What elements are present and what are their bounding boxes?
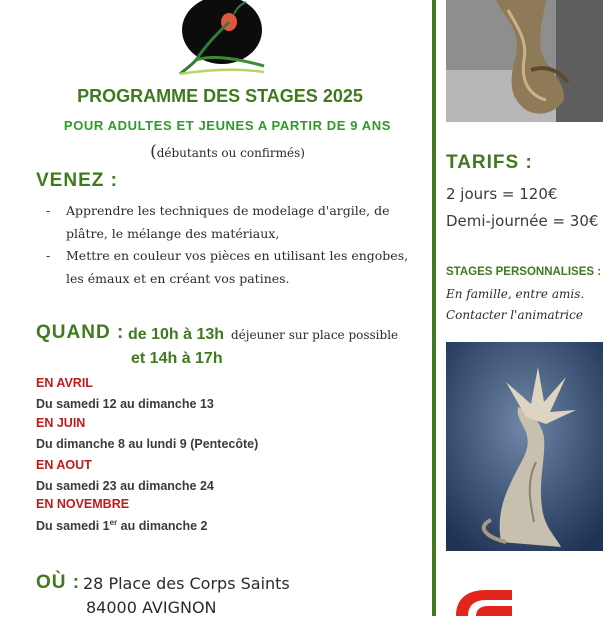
level-note xyxy=(0,142,455,162)
afternoon-time: et 14h à 17h xyxy=(131,350,223,367)
level-open-paren: ( xyxy=(150,142,157,162)
address-line-2: 84000 AVIGNON xyxy=(86,598,217,617)
workshop-logo xyxy=(176,0,268,78)
session-month: EN JUIN xyxy=(36,416,86,430)
stages-perso-line-2: Contacter l'animatrice xyxy=(446,308,583,322)
list-item-text: Apprendre les techniques de modelage d'argile, de plâtre, le mélange des matériaux, xyxy=(66,203,390,241)
session-month: EN AVRIL xyxy=(36,376,93,390)
quand-heading: QUAND : xyxy=(36,322,125,343)
sculpture-photo-bottom xyxy=(446,342,603,551)
session-month: EN NOVEMBRE xyxy=(36,497,130,511)
session-dates: Du dimanche 8 au lundi 9 (Pentecôte) xyxy=(36,437,259,451)
bullet-dash: - xyxy=(46,203,51,218)
session-dates: Du samedi 12 au dimanche 13 xyxy=(36,397,214,411)
tarifs-heading: TARIFS : xyxy=(446,152,533,173)
brand-logo xyxy=(452,586,522,616)
session-dates: Du samedi 23 au dimanche 24 xyxy=(36,479,214,493)
session-month: EN AOUT xyxy=(36,458,92,472)
price-half-day: Demi-journée = 30€ xyxy=(446,212,599,230)
address-line-1: 28 Place des Corps Saints xyxy=(83,574,290,593)
column-divider xyxy=(432,0,436,616)
audience-subtitle: POUR ADULTES ET JEUNES A PARTIR DE 9 ANS xyxy=(63,118,392,133)
list-item xyxy=(46,245,416,290)
bullet-dash: - xyxy=(46,248,51,263)
list-item-text: Mettre en couleur vos pièces en utilisant les engobes, les émaux et en créant vos patines. xyxy=(66,248,409,286)
session-dates: Du samedi 1er au dimanche 2 xyxy=(36,518,208,534)
page-title: PROGRAMME DES STAGES 2025 xyxy=(77,86,363,106)
stages-perso-line-1: En famille, entre amis. xyxy=(446,287,585,301)
price-two-days: 2 jours = 120€ xyxy=(446,185,558,203)
ou-heading: OÙ : xyxy=(36,572,81,593)
sculpture-photo-top xyxy=(446,0,603,122)
lunch-note: déjeuner sur place possible xyxy=(231,328,399,342)
venez-list xyxy=(46,200,416,290)
list-item xyxy=(46,200,416,245)
morning-time: de 10h à 13h xyxy=(128,326,225,343)
stages-perso-heading: STAGES PERSONNALISES : xyxy=(446,266,602,278)
venez-heading: VENEZ : xyxy=(36,170,118,191)
level-text: débutants ou confirmés) xyxy=(156,146,305,160)
